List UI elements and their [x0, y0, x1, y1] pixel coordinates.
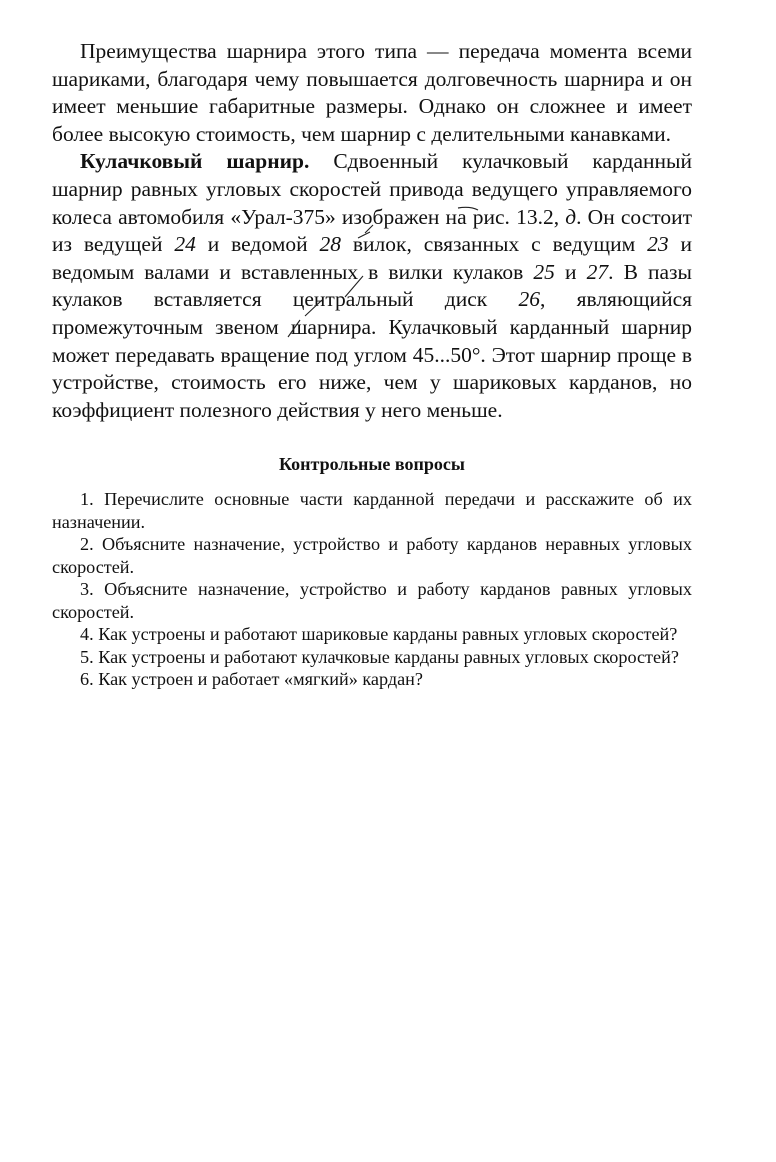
ref-24: 24: [174, 232, 196, 257]
ref-25: 25: [533, 259, 555, 284]
question-item: 5. Как устроены и работают кулачковые карданы равных угловых скоростей?: [80, 646, 679, 667]
page-content: [52, 38, 692, 691]
question-item: 2. Объясните назначение, устройство и работу карданов неравных угловых скоростей.: [52, 534, 692, 577]
ref-23: 23: [647, 232, 669, 257]
paragraph-ball-joint-advantages: Преимущества шарнира этого типа — передача момента всеми шариками, благодаря чему повышается долговечность шарнира и он имеет меньшие габаритные размеры. Однако он сложнее и имеет более высокую стоимость, чем шарнир с делительными канавками.: [52, 39, 692, 146]
question-item: 6. Как устроен и работает «мягкий» кардан?: [80, 669, 423, 690]
term-cam-joint: Кулачковый шарнир.: [80, 149, 310, 174]
paragraph-cam-joint: Кулачковый шарнир. Сдвоенный кулачковый карданный шарнир равных угловых скоростей привода ведущего управляемого колеса автомобиля «Урал-375» изображен на рис. 13.2, д. Он состоит из ведущей 24 и ведомой 28 вилок, связанных с ведущим 23 и ведомым валами и вставленных в вилки кулаков 25 и 27. В пазы кулаков вставляется центральный диск 26, являющийся промежуточным звеном шарнира. Кулачковый карданный шарнир может передавать вращение под углом 45...50°. Этот шарнир проще в устройстве, стоимость его ниже, чем у шариковых карданов, но коэффициент полезного действия у него меньше.: [52, 149, 693, 422]
ref-28: 28: [319, 232, 341, 257]
questions-list: [52, 488, 692, 691]
ref-26: 26: [518, 287, 540, 312]
ref-27: 27: [586, 259, 609, 284]
question-item: 1. Перечислите основные части карданной передачи и расскажите об их назначении.: [52, 489, 692, 532]
question-item: 3. Объясните назначение, устройство и работу карданов равных угловых скоростей.: [52, 579, 692, 622]
question-item: 4. Как устроены и работают шариковые карданы равных угловых скоростей?: [80, 624, 678, 645]
section-heading: Контрольные вопросы: [279, 454, 465, 475]
figure-letter: д: [565, 204, 577, 229]
